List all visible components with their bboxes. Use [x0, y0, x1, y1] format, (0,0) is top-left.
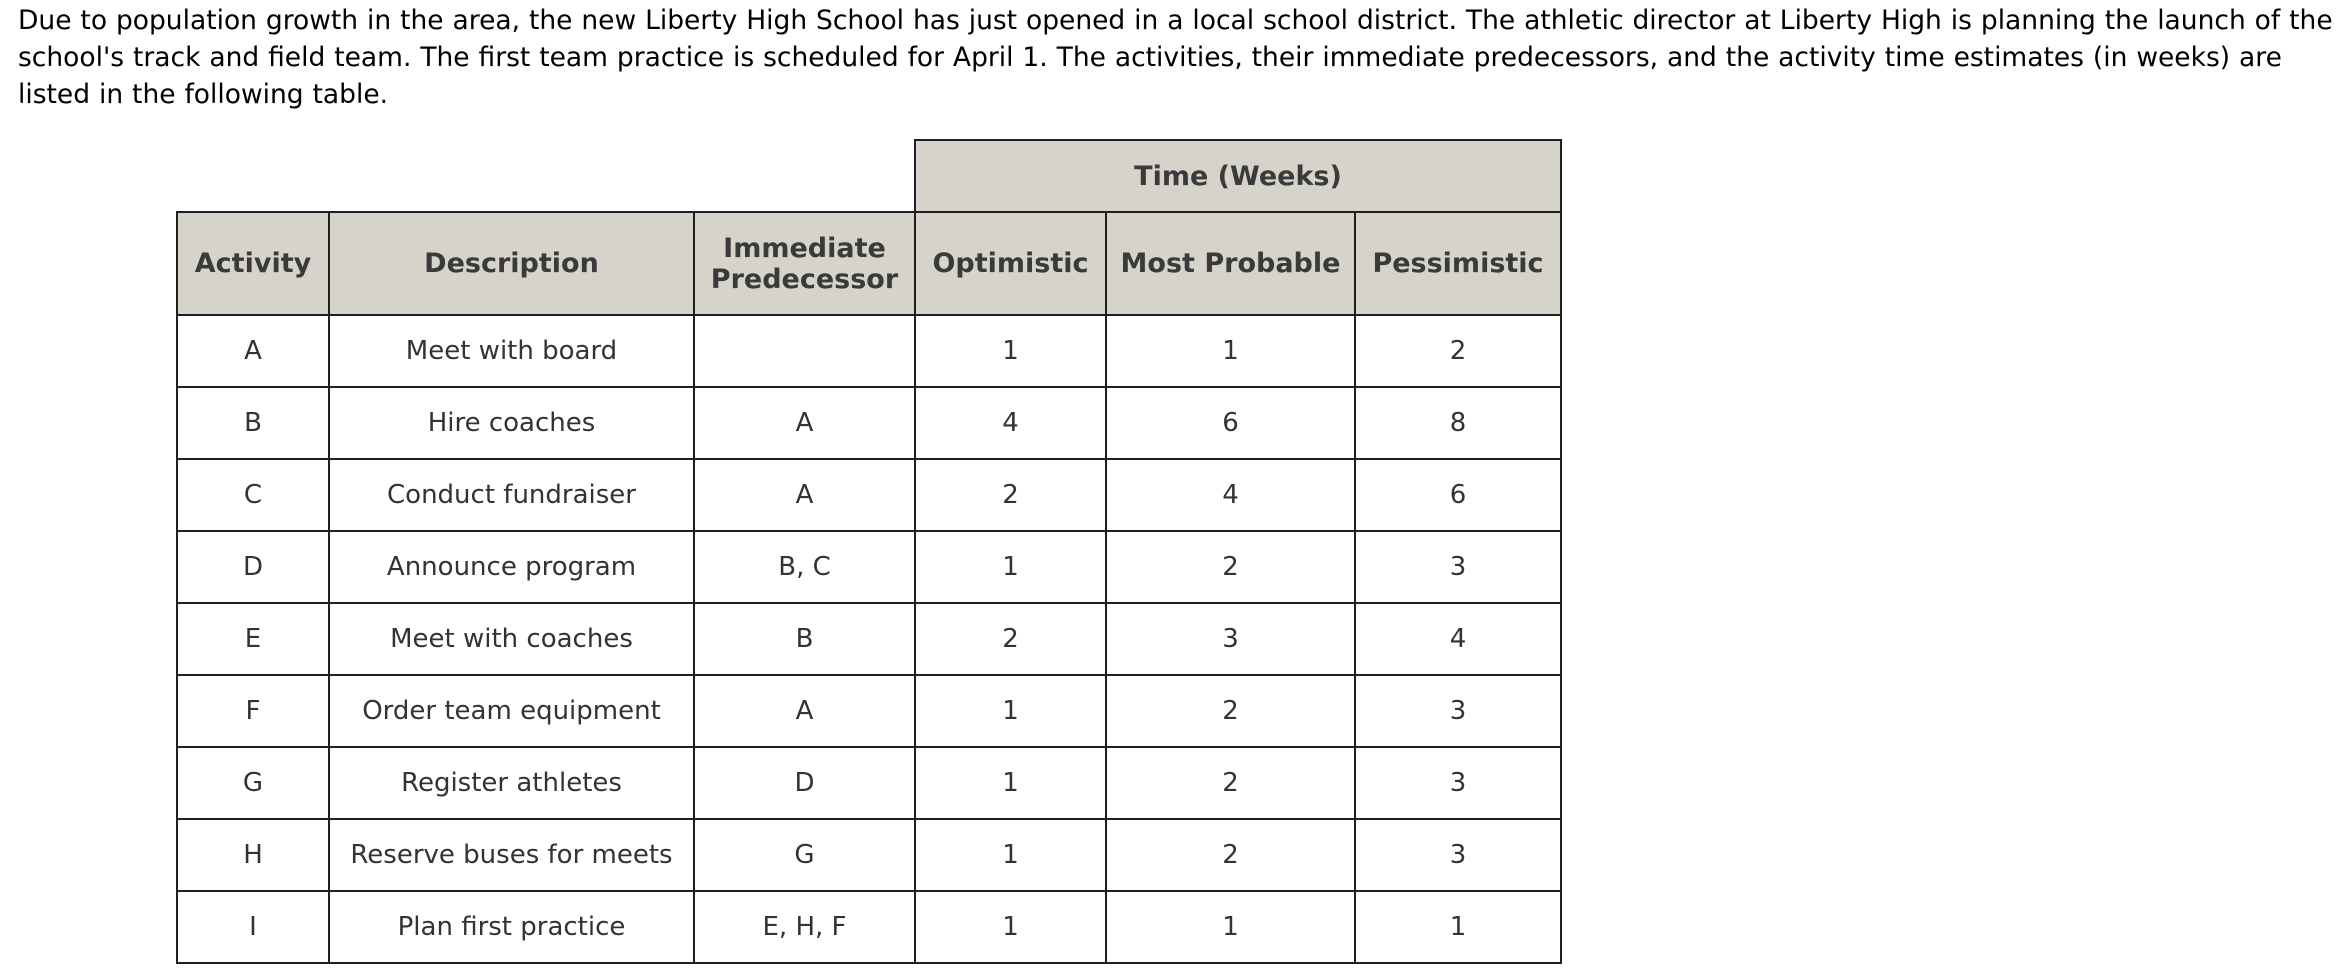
pessimistic-cell: 6 [1355, 459, 1561, 531]
group-header-spacer [177, 140, 915, 212]
predecessor-cell: B, C [694, 531, 915, 603]
table-row [177, 531, 1561, 603]
pessimistic-cell: 1 [1355, 891, 1561, 963]
description-cell: Order team equipment [329, 675, 694, 747]
pessimistic-cell: 3 [1355, 675, 1561, 747]
most-probable-cell: 1 [1106, 315, 1355, 387]
table-row [177, 603, 1561, 675]
most-probable-cell: 2 [1106, 819, 1355, 891]
pessimistic-cell: 3 [1355, 531, 1561, 603]
pessimistic-header: Pessimistic [1355, 212, 1561, 315]
pessimistic-cell: 3 [1355, 747, 1561, 819]
problem-intro-text: Due to population growth in the area, the new Liberty High School has just opened in a local school district. The athletic director at Liberty High is planning the launch of the school's track and field team. The first team practice is scheduled for April 1. The activities, their immediate predecessors, and the activity time estimates (in weeks) are listed in the following table. [18, 5, 2333, 110]
most-probable-cell: 2 [1106, 747, 1355, 819]
optimistic-cell: 1 [915, 747, 1106, 819]
predecessor-header-line1: Immediate [723, 232, 886, 264]
pessimistic-cell: 4 [1355, 603, 1561, 675]
most-probable-cell: 1 [1106, 891, 1355, 963]
activity-header: Activity [177, 212, 329, 315]
activity-cell: I [177, 891, 329, 963]
predecessor-cell: A [694, 387, 915, 459]
table-row [177, 819, 1561, 891]
predecessor-cell: A [694, 675, 915, 747]
predecessor-cell: D [694, 747, 915, 819]
predecessor-header [694, 212, 915, 315]
activity-cell: B [177, 387, 329, 459]
table-row [177, 315, 1561, 387]
predecessor-cell [694, 315, 915, 387]
pessimistic-cell: 3 [1355, 819, 1561, 891]
time-weeks-header: Time (Weeks) [915, 140, 1561, 212]
most-probable-cell: 3 [1106, 603, 1355, 675]
optimistic-cell: 2 [915, 459, 1106, 531]
description-header: Description [329, 212, 694, 315]
table-row [177, 387, 1561, 459]
activity-cell: D [177, 531, 329, 603]
column-header-row [177, 212, 1561, 315]
optimistic-cell: 2 [915, 603, 1106, 675]
table-row [177, 747, 1561, 819]
predecessor-cell: A [694, 459, 915, 531]
activity-cell: H [177, 819, 329, 891]
activity-cell: A [177, 315, 329, 387]
activity-cell: C [177, 459, 329, 531]
most-probable-cell: 4 [1106, 459, 1355, 531]
activity-time-table [176, 139, 1562, 964]
activity-cell: G [177, 747, 329, 819]
optimistic-header: Optimistic [915, 212, 1106, 315]
pessimistic-cell: 2 [1355, 315, 1561, 387]
description-cell: Hire coaches [329, 387, 694, 459]
optimistic-cell: 1 [915, 675, 1106, 747]
description-cell: Register athletes [329, 747, 694, 819]
group-header-row [177, 140, 1561, 212]
activity-cell: E [177, 603, 329, 675]
table-row [177, 459, 1561, 531]
optimistic-cell: 4 [915, 387, 1106, 459]
optimistic-cell: 1 [915, 315, 1106, 387]
predecessor-cell: G [694, 819, 915, 891]
description-cell: Meet with board [329, 315, 694, 387]
predecessor-header-line2: Predecessor [710, 263, 899, 295]
activity-cell: F [177, 675, 329, 747]
description-cell: Announce program [329, 531, 694, 603]
table-row [177, 675, 1561, 747]
optimistic-cell: 1 [915, 891, 1106, 963]
most-probable-cell: 6 [1106, 387, 1355, 459]
table-row [177, 891, 1561, 963]
predecessor-cell: E, H, F [694, 891, 915, 963]
description-cell: Meet with coaches [329, 603, 694, 675]
most-probable-cell: 2 [1106, 531, 1355, 603]
description-cell: Plan first practice [329, 891, 694, 963]
optimistic-cell: 1 [915, 531, 1106, 603]
description-cell: Reserve buses for meets [329, 819, 694, 891]
pessimistic-cell: 8 [1355, 387, 1561, 459]
optimistic-cell: 1 [915, 819, 1106, 891]
most-probable-cell: 2 [1106, 675, 1355, 747]
most-probable-header: Most Probable [1106, 212, 1355, 315]
predecessor-cell: B [694, 603, 915, 675]
description-cell: Conduct fundraiser [329, 459, 694, 531]
